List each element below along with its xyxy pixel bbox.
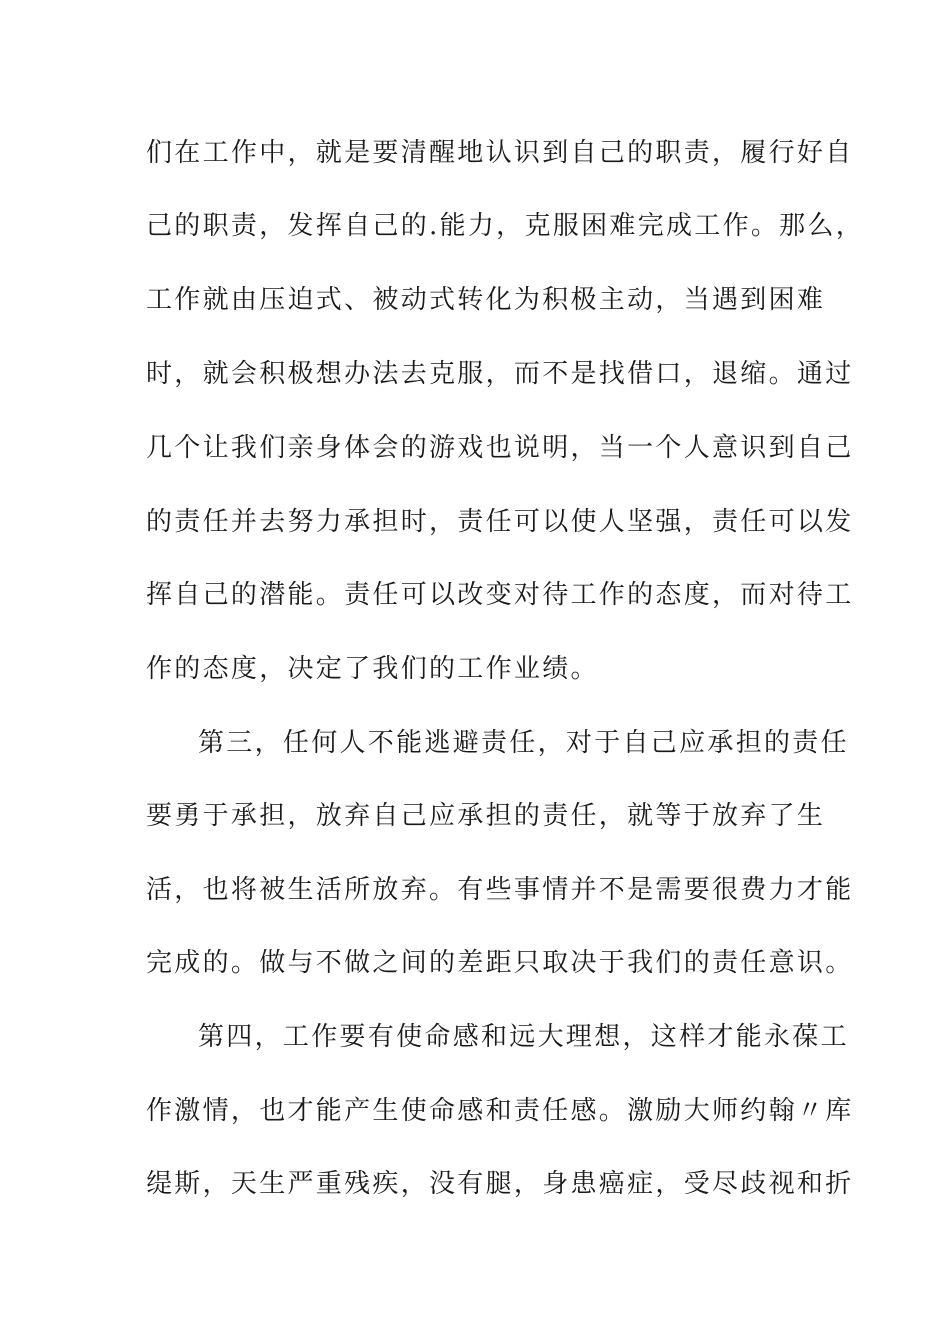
paragraph-first-line: 第四，工作要有使命感和远大理想，这样才能永葆工 bbox=[198, 1022, 849, 1052]
text-line: 完成的。做与不做之间的差距只取决于我们的责任意识。 bbox=[146, 948, 854, 978]
text-line: 缇斯，天生严重残疾，没有腿，身患癌症，受尽歧视和折 bbox=[146, 1169, 854, 1199]
text-line: 活，也将被生活所放弃。有些事情并不是需要很费力才能 bbox=[146, 875, 854, 905]
text-line: 要勇于承担，放弃自己应承担的责任，就等于放弃了生 bbox=[146, 801, 826, 831]
text-line: 作激情，也才能产生使命感和责任感。激励大师约翰〃库 bbox=[146, 1096, 854, 1126]
text-line: 们在工作中，就是要清醒地认识到自己的职责，履行好自 bbox=[146, 138, 854, 168]
text-line: 工作就由压迫式、被动式转化为积极主动，当遇到困难 bbox=[146, 285, 826, 315]
text-line: 几个让我们亲身体会的游戏也说明，当一个人意识到自己 bbox=[146, 433, 854, 463]
text-line: 己的职责，发挥自己的.能力，克服困难完成工作。那么， bbox=[146, 211, 865, 241]
text-line: 作的态度，决定了我们的工作业绩。 bbox=[146, 654, 599, 684]
text-line: 的责任并去努力承担时，责任可以使人坚强，责任可以发 bbox=[146, 507, 854, 537]
text-line: 时，就会积极想办法去克服，而不是找借口，退缩。通过 bbox=[146, 359, 854, 389]
paragraph-first-line: 第三，任何人不能逃避责任，对于自己应承担的责任 bbox=[198, 728, 849, 758]
text-line: 挥自己的潜能。责任可以改变对待工作的态度，而对待工 bbox=[146, 580, 854, 610]
